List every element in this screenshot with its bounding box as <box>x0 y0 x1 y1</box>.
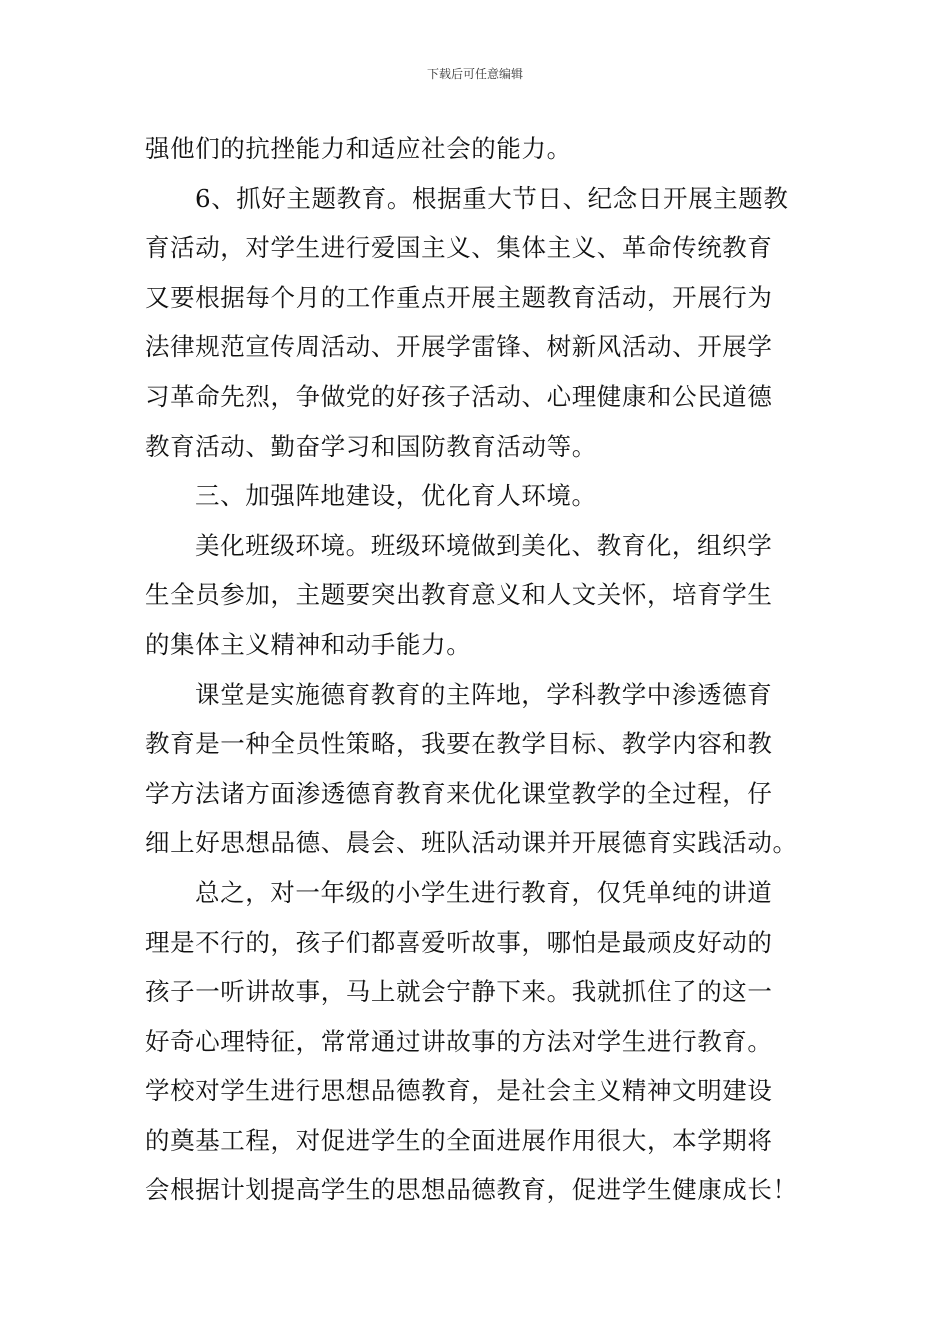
page-header-note: 下载后可任意编辑 <box>426 67 523 81</box>
text-line: 习革命先烈，争做党的好孩子活动、心理健康和公民道德 <box>145 381 773 411</box>
text-line: 学校对学生进行思想品德教育，是社会主义精神文明建设 <box>145 1076 773 1106</box>
text-line: 法律规范宣传周活动、开展学雷锋、树新风活动、开展学 <box>145 332 773 362</box>
text-line: 好奇心理特征，常常通过讲故事的方法对学生进行教育。 <box>145 1026 773 1056</box>
text-line: 生全员参加，主题要突出教育意义和人文关怀，培育学生 <box>145 580 773 610</box>
text-line: 会根据计划提高学生的思想品德教育，促进学生健康成长！ <box>145 1175 798 1205</box>
text-line: 理是不行的，孩子们都喜爱听故事，哪怕是最顽皮好动的 <box>145 927 773 957</box>
text-line: 强他们的抗挫能力和适应社会的能力。 <box>145 134 572 163</box>
section-heading: 三、加强阵地建设，优化育人环境。 <box>195 481 597 511</box>
text-line: 教育是一种全员性策略，我要在教学目标、教学内容和教 <box>145 729 773 759</box>
text-line: 的奠基工程，对促进学生的全面进展作用很大，本学期将 <box>145 1125 773 1155</box>
text-line: 细上好思想品德、晨会、班队活动课并开展德育实践活动。 <box>145 828 798 858</box>
paragraph-start-line: 6、抓好主题教育。根据重大节日、纪念日开展主题教 <box>195 183 789 213</box>
paragraph-start-line: 总之，对一年级的小学生进行教育，仅凭单纯的讲道 <box>195 877 773 907</box>
text-line: 教育活动、勤奋学习和国防教育活动等。 <box>145 431 597 461</box>
text-line: 又要根据每个月的工作重点开展主题教育活动，开展行为 <box>145 282 773 312</box>
text-line: 的集体主义精神和动手能力。 <box>145 629 472 659</box>
document-body <box>145 124 807 1215</box>
text-line: 学方法诸方面渗透德育教育来优化课堂教学的全过程，仔 <box>145 778 773 808</box>
paragraph-start-line: 美化班级环境。班级环境做到美化、教育化，组织学 <box>195 530 773 560</box>
text-line: 育活动，对学生进行爱国主义、集体主义、革命传统教育 <box>145 233 773 263</box>
paragraph-start-line: 课堂是实施德育教育的主阵地，学科教学中渗透德育 <box>195 679 773 709</box>
text-line: 孩子一听讲故事，马上就会宁静下来。我就抓住了的这一 <box>145 977 773 1007</box>
